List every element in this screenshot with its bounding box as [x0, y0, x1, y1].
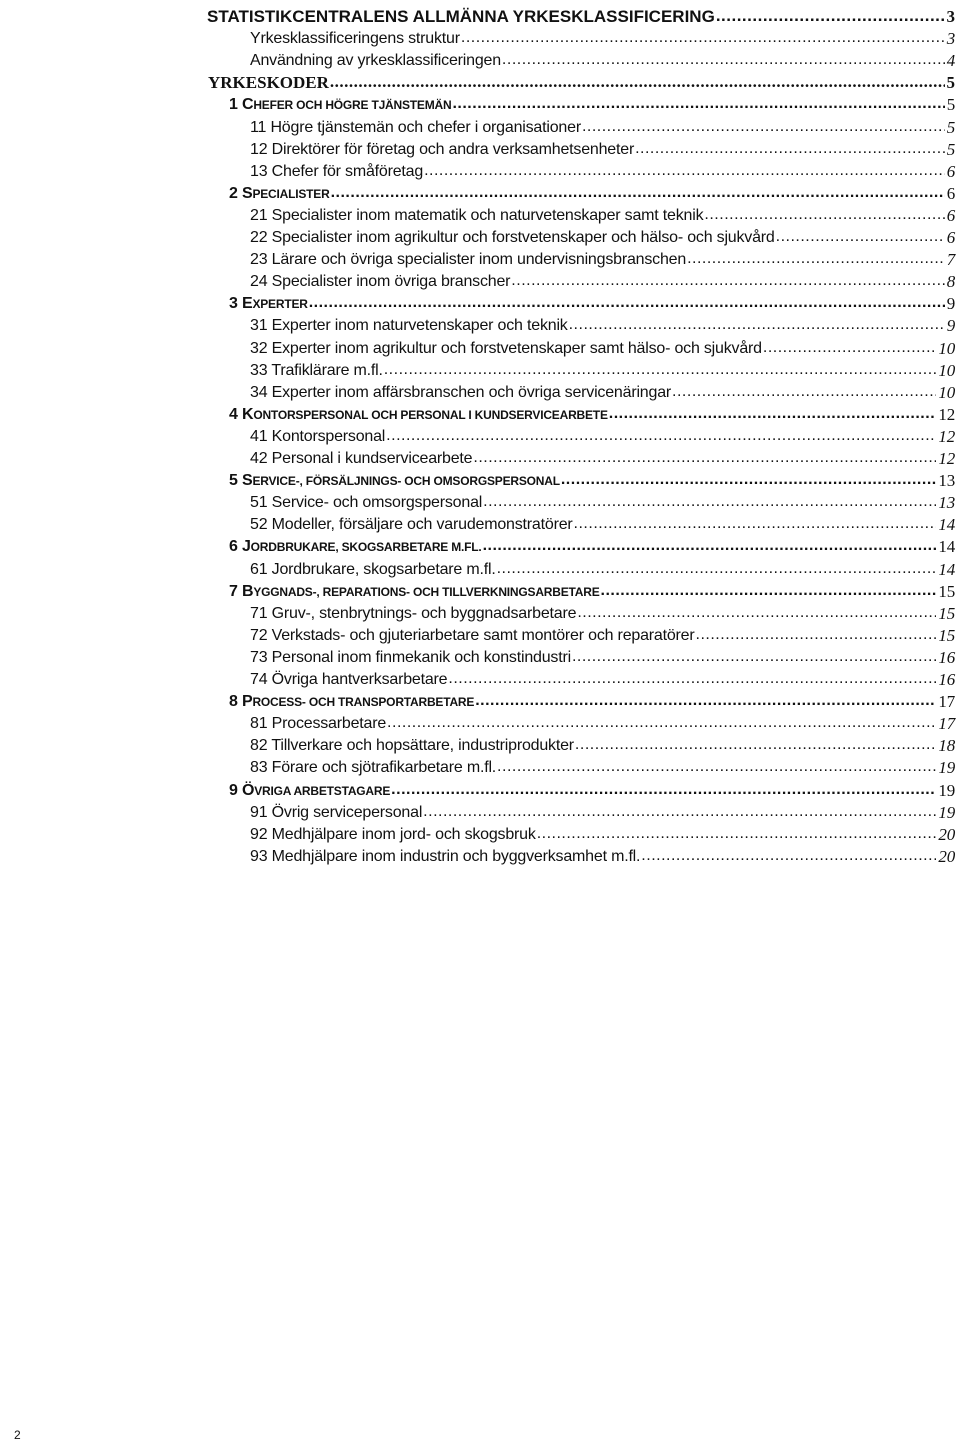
- toc-page-number: 5: [946, 117, 955, 137]
- toc-page-number: 3: [946, 29, 955, 49]
- toc-entry[interactable]: [250, 25, 955, 47]
- toc-entry-title: [229, 783, 390, 799]
- section-initial: S: [241, 184, 253, 202]
- toc-page-number: 5: [946, 73, 955, 93]
- dot-leader: [497, 759, 936, 775]
- dot-leader: [483, 494, 936, 510]
- toc-entry-title: [229, 539, 482, 555]
- dot-leader: [452, 96, 944, 112]
- toc-entry-title: Användning av yrkesklassificeringen: [250, 52, 501, 70]
- toc-page-number: 4: [946, 51, 955, 71]
- dot-leader: [423, 804, 936, 820]
- toc-entry-title: [229, 407, 608, 423]
- toc-entry-title: [229, 473, 560, 489]
- toc-entry-title: 91 Övrig servicepersonal: [250, 803, 423, 821]
- dot-leader: [537, 826, 937, 842]
- toc-entry[interactable]: [208, 69, 955, 91]
- toc-page-number: 13: [938, 471, 955, 491]
- toc-entry[interactable]: [229, 91, 955, 113]
- section-initial: K: [241, 405, 254, 423]
- toc-page-number: 14: [938, 515, 955, 535]
- toc-entry[interactable]: [250, 379, 955, 401]
- toc-entry[interactable]: [250, 622, 955, 644]
- toc-entry[interactable]: [229, 290, 955, 312]
- toc-entry-title: 83 Förare och sjötrafikarbetare m.fl.: [250, 759, 497, 777]
- toc-page-number: 10: [938, 382, 955, 402]
- toc-entry[interactable]: [250, 114, 955, 136]
- toc-entry[interactable]: [250, 202, 955, 224]
- toc-entry-title: 33 Trafiklärare m.fl.: [250, 361, 383, 379]
- toc-page-number: 6: [946, 228, 955, 247]
- section-initial: J: [241, 538, 251, 556]
- toc-page-number: 7: [946, 250, 955, 270]
- dot-leader: [641, 848, 936, 864]
- toc-entry-title: 92 Medhjälpare inom jord- och skogsbruk: [250, 825, 536, 843]
- toc-entry-title: 31 Experter inom naturvetenskaper och teknik: [250, 317, 568, 335]
- dot-leader: [672, 384, 936, 400]
- section-title-rest: ROCESS- OCH TRANSPORTARBETARE: [252, 695, 475, 710]
- toc-page-number: 15: [938, 581, 955, 601]
- toc-entry[interactable]: [250, 246, 955, 268]
- section-title-rest: PECIALISTER: [252, 186, 330, 201]
- toc-entry[interactable]: [229, 533, 955, 555]
- dot-leader: [561, 472, 937, 488]
- toc-page-number: 15: [938, 625, 955, 645]
- dot-leader: [384, 362, 937, 378]
- toc-entry-title: 41 Kontorspersonal: [250, 427, 386, 445]
- section-initial: B: [241, 582, 254, 600]
- toc-page-number: 14: [938, 537, 955, 557]
- toc-entry-title: 24 Specialister inom övriga branscher: [250, 273, 511, 291]
- toc-page-number: 15: [938, 603, 955, 623]
- toc-entry-title: YRKESKODER: [208, 73, 329, 93]
- toc-entry[interactable]: [250, 47, 955, 69]
- toc-page-number: 8: [946, 272, 955, 292]
- dot-leader: [387, 715, 936, 731]
- toc-page-number: 10: [938, 360, 955, 380]
- toc-entry-title: 22 Specialister inom agrikultur och forstvetenskaper och hälso- och sjukvård: [250, 229, 775, 246]
- section-title-rest: HEFER OCH HÖGRE TJÄNSTEMÄN: [253, 98, 452, 113]
- section-number: 1: [229, 96, 238, 114]
- toc-entry[interactable]: [229, 467, 955, 489]
- toc-entry[interactable]: [250, 754, 955, 776]
- section-title-rest: ONTORSPERSONAL OCH PERSONAL I KUNDSERVICEARBETE: [253, 407, 608, 422]
- section-number: 9: [229, 781, 238, 799]
- section-title-rest: ORDBRUKARE, SKOGSARBETARE M.FL.: [250, 540, 482, 555]
- toc-entry[interactable]: [250, 666, 955, 688]
- toc-entry[interactable]: [250, 511, 955, 533]
- toc-page-number: 14: [938, 559, 955, 579]
- page-number: 2: [14, 1428, 21, 1442]
- toc-entry[interactable]: [250, 799, 955, 821]
- toc-page-number: 16: [938, 670, 955, 689]
- toc-page-number: 16: [938, 647, 955, 667]
- toc-entry-title: 34 Experter inom affärsbranschen och övriga servicenäringar: [250, 383, 672, 401]
- dot-leader: [483, 538, 937, 554]
- toc-page-number: 13: [938, 493, 955, 513]
- toc-entry-title: 71 Gruv-, stenbrytnings- och byggnadsarbetare: [250, 604, 577, 622]
- toc-entry[interactable]: [250, 710, 955, 732]
- dot-leader: [696, 627, 937, 643]
- toc-entry[interactable]: [250, 556, 955, 578]
- toc-entry-title: 73 Personal inom finmekanik och konstindustri: [250, 648, 571, 666]
- toc-entry-title: [229, 296, 308, 312]
- toc-page-number: 9: [946, 316, 955, 336]
- section-number: 4: [229, 405, 238, 423]
- toc-entry-title: STATISTIKCENTRALENS ALLMÄNNA YRKESKLASSIFICERING: [207, 7, 715, 26]
- dot-leader: [502, 52, 945, 68]
- toc-entry[interactable]: [250, 268, 955, 290]
- toc-entry-title: 81 Processarbetare: [250, 715, 387, 733]
- dot-leader: [391, 782, 936, 798]
- toc-entry[interactable]: [229, 180, 955, 202]
- dot-leader: [609, 406, 937, 422]
- toc-entry-title: 74 Övriga hantverksarbetare: [250, 671, 448, 688]
- dot-leader: [776, 229, 945, 245]
- toc-page-number: 9: [946, 294, 955, 314]
- toc-entry[interactable]: [250, 423, 955, 445]
- dot-leader: [716, 7, 945, 24]
- section-initial: S: [241, 472, 253, 490]
- dot-leader: [330, 73, 945, 90]
- toc-entry-title: [229, 584, 600, 600]
- toc-page-number: 19: [938, 802, 955, 822]
- dot-leader: [569, 317, 945, 333]
- toc-page-number: 20: [938, 824, 955, 844]
- toc-page-number: 3: [946, 7, 955, 26]
- dot-leader: [386, 428, 936, 444]
- toc-entry-title: 23 Lärare och övriga specialister inom undervisningsbranschen: [250, 251, 687, 269]
- toc-entry[interactable]: [229, 688, 955, 710]
- toc-entry-title: 93 Medhjälpare inom industrin och byggverksamhet m.fl.: [250, 847, 641, 865]
- section-initial: C: [241, 96, 254, 114]
- toc-entry[interactable]: [250, 335, 955, 357]
- toc-entry[interactable]: [250, 224, 955, 246]
- toc-entry-title: [229, 186, 330, 202]
- toc-entry-title: 61 Jordbrukare, skogsarbetare m.fl.: [250, 560, 496, 578]
- toc-page-number: 18: [938, 736, 955, 756]
- section-number: 6: [229, 538, 238, 556]
- dot-leader: [687, 251, 945, 267]
- section-initial: Ö: [241, 781, 255, 799]
- toc-entry-title: 72 Verkstads- och gjuteriarbetare samt montörer och reparatörer: [250, 626, 695, 644]
- toc-page-number: 12: [938, 449, 955, 468]
- toc-entry-title: Yrkesklassificeringens struktur: [250, 30, 460, 48]
- toc-entry-title: [229, 694, 474, 710]
- toc-entry[interactable]: [229, 578, 955, 600]
- dot-leader: [461, 30, 945, 46]
- toc-page-number: 5: [946, 139, 955, 159]
- toc-page-number: 17: [938, 714, 955, 734]
- toc-entry[interactable]: [229, 401, 955, 423]
- toc-page-number: 6: [946, 205, 955, 225]
- toc-page-number: 20: [938, 846, 955, 866]
- toc-page-number: 12: [938, 426, 955, 446]
- toc-page-number: 6: [946, 183, 955, 203]
- dot-leader: [601, 583, 937, 599]
- toc-entry[interactable]: [250, 445, 955, 467]
- toc-entry[interactable]: [250, 136, 955, 158]
- section-number: 5: [229, 472, 238, 490]
- toc-entry[interactable]: [250, 158, 955, 180]
- toc-entry-title: 11 Högre tjänstemän och chefer i organisationer: [250, 118, 581, 136]
- dot-leader: [497, 561, 937, 577]
- dot-leader: [704, 207, 944, 223]
- section-title-rest: YGGNADS-, REPARATIONS- OCH TILLVERKNINGSARBETARE: [253, 584, 600, 599]
- toc-entry-title: 82 Tillverkare och hopsättare, industriprodukter: [250, 737, 574, 755]
- dot-leader: [448, 671, 936, 687]
- dot-leader: [574, 516, 937, 532]
- toc-entry[interactable]: [250, 312, 955, 334]
- dot-leader: [473, 450, 936, 466]
- toc-entry[interactable]: [250, 600, 955, 622]
- dot-leader: [575, 737, 936, 753]
- section-number: 3: [229, 295, 238, 313]
- section-initial: E: [241, 295, 253, 313]
- toc-page-number: 5: [946, 95, 955, 115]
- toc-entry-title: 12 Direktörer för företag och andra verksamhetsenheter: [250, 140, 635, 158]
- toc-entry-title: 42 Personal i kundservicearbete: [250, 450, 473, 467]
- toc-entry-title: 52 Modeller, försäljare och varudemonstratörer: [250, 516, 573, 534]
- toc-entry-title: 13 Chefer för småföretag: [250, 162, 424, 180]
- dot-leader: [511, 273, 944, 289]
- section-number: 7: [229, 582, 238, 600]
- dot-leader: [331, 185, 945, 201]
- dot-leader: [309, 295, 945, 311]
- section-title-rest: ERVICE-, FÖRSÄLJNINGS- OCH OMSORGSPERSONAL: [252, 474, 560, 489]
- toc-entry-title: 32 Experter inom agrikultur och forstvetenskaper samt hälso- och sjukvård: [250, 339, 762, 357]
- toc-entry[interactable]: [207, 3, 955, 25]
- toc-entry[interactable]: [250, 843, 955, 865]
- toc-page-number: 6: [946, 161, 955, 181]
- toc-entry-title: [229, 97, 451, 113]
- dot-leader: [475, 693, 936, 709]
- toc-entry-title: 21 Specialister inom matematik och naturvetenskaper samt teknik: [250, 206, 704, 224]
- toc-entry[interactable]: [250, 644, 955, 666]
- toc-page-number: 12: [938, 404, 955, 424]
- dot-leader: [635, 141, 945, 157]
- section-number: 8: [229, 693, 238, 711]
- dot-leader: [572, 649, 936, 665]
- section-number: 2: [229, 184, 238, 202]
- section-title-rest: VRIGA ARBETSTAGARE: [254, 783, 391, 798]
- section-title-rest: XPERTER: [252, 297, 308, 312]
- toc-entry[interactable]: [250, 357, 955, 379]
- toc-entry[interactable]: [250, 732, 955, 754]
- dot-leader: [763, 340, 937, 356]
- toc-page-number: 17: [938, 692, 955, 712]
- dot-leader: [582, 119, 945, 135]
- toc-entry[interactable]: [229, 777, 955, 799]
- section-initial: P: [241, 693, 253, 711]
- dot-leader: [577, 605, 936, 621]
- toc-page-number: 10: [938, 338, 955, 358]
- toc-entry-title: 51 Service- och omsorgspersonal: [250, 494, 483, 512]
- dot-leader: [424, 163, 945, 179]
- toc-page-number: 19: [938, 780, 955, 800]
- toc-entry[interactable]: [250, 489, 955, 511]
- toc-page-number: 19: [938, 758, 955, 778]
- toc-entry[interactable]: [250, 821, 955, 843]
